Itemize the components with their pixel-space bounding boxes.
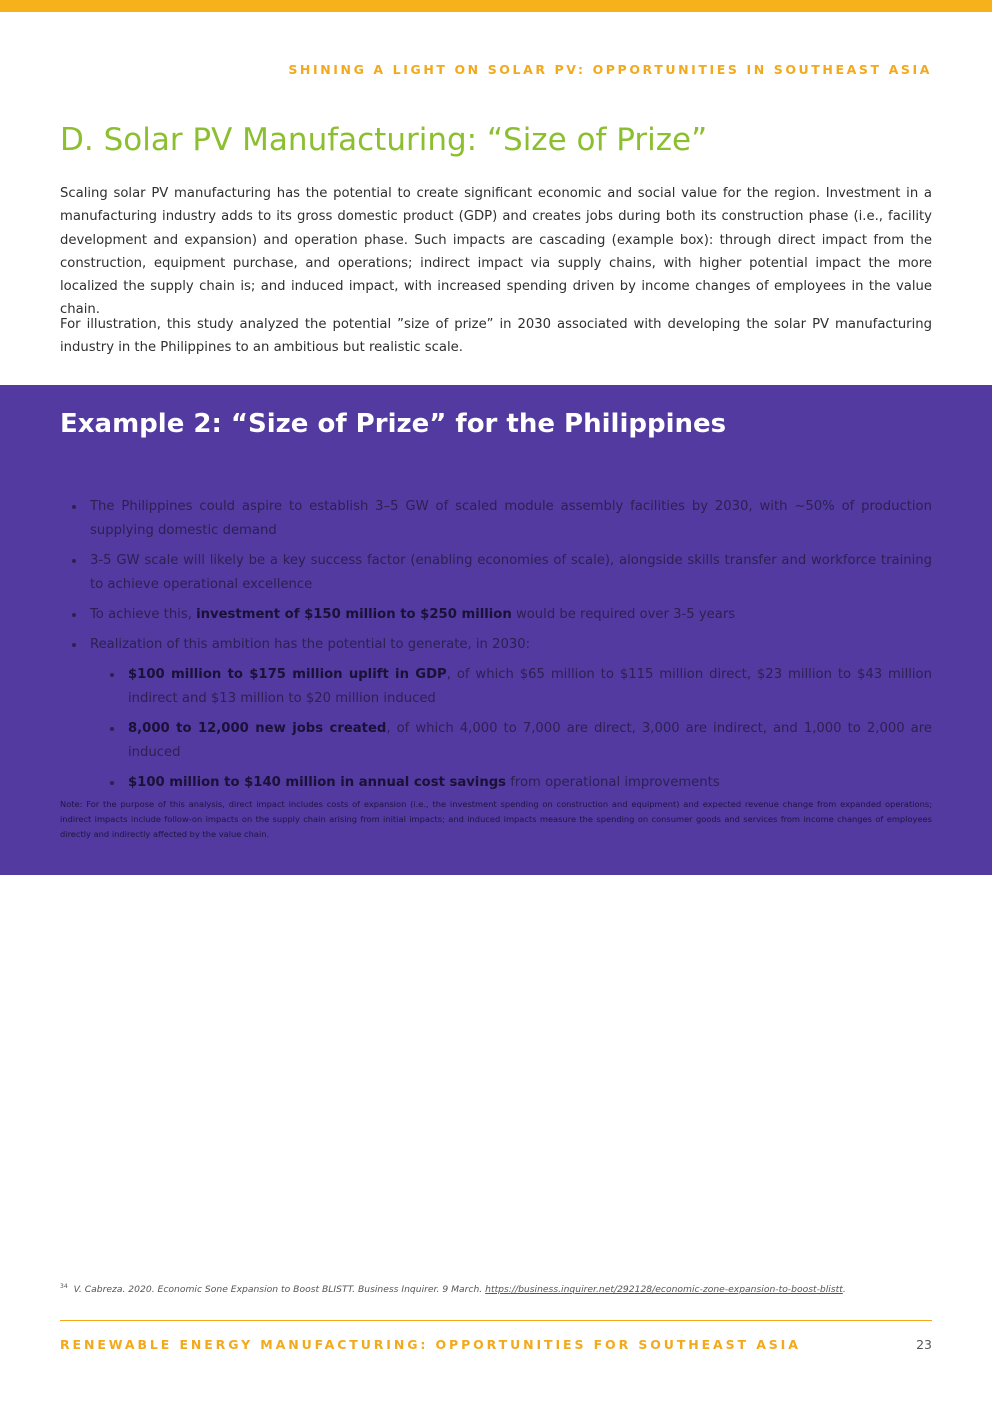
footnote — [60, 1283, 932, 1295]
example-note: Note: For the purpose of this analysis, direct impact includes costs of expansion (i.e., the investment spending on construction and equipment) and expected revenue change from expanded operations; indirect impacts include follow-on impacts on the supply chain arising from initial impacts; and induced impacts measure the spending on consumer goods and services from income changes of employees directly and indirectly affected by the value chain. — [60, 799, 932, 839]
sub-bullet-dot — [110, 727, 114, 731]
footer-title: RENEWABLE ENERGY MANUFACTURING: OPPORTUNITIES FOR SOUTHEAST ASIA — [60, 1337, 801, 1352]
sub-bullet-bold: $100 million to $175 million uplift in GDP — [128, 667, 447, 682]
bullet-text-trail: would be required over 3-5 years — [511, 607, 736, 622]
sub-bullet-text: , of which $65 million to $115 million direct, $23 million to $43 million indirect and $13 million to $20 million induced — [128, 667, 932, 706]
running-header: SHINING A LIGHT ON SOLAR PV: OPPORTUNITIES IN SOUTHEAST ASIA — [288, 62, 932, 77]
sub-bullet-text: from operational improvements — [506, 775, 720, 790]
sub-bullet-gdp — [90, 663, 932, 711]
bullet-item-1 — [60, 495, 932, 543]
top-accent-bar — [0, 0, 992, 12]
footnote-link[interactable]: https://business.inquirer.net/292128/economic-zone-expansion-to-boost-blistt — [485, 1284, 843, 1296]
footer-divider — [60, 1320, 932, 1321]
sub-bullet-bold: $100 million to $140 million in annual cost savings — [128, 775, 507, 790]
example-box — [0, 385, 992, 875]
bullet-list — [60, 495, 932, 801]
bullet-text: 3-5 GW scale will likely be a key success factor (enabling economies of scale), alongside skills transfer and workforce training to achieve operational excellence — [90, 553, 932, 592]
bullet-dot — [72, 643, 76, 647]
page-number: 23 — [916, 1337, 932, 1352]
bullet-text: Realization of this ambition has the potential to generate, in 2030: — [90, 637, 531, 652]
sub-bullet-list — [90, 663, 932, 795]
sub-bullet-savings — [90, 771, 932, 795]
bullet-dot — [72, 505, 76, 509]
bullet-dot — [72, 559, 76, 563]
body-paragraph-2: For illustration, this study analyzed the potential ”size of prize” in 2030 associated with developing the solar PV manufacturing industry in the Philippines to an ambitious but realistic scale. — [60, 317, 932, 356]
sub-bullet-text: , of which 4,000 to 7,000 are direct, 3,000 are indirect, and 1,000 to 2,000 are induced — [128, 721, 932, 760]
example-title: Example 2: “Size of Prize” for the Philippines — [60, 409, 727, 439]
bullet-text-bold: investment of $150 million to $250 million — [196, 607, 512, 622]
bullet-text-lead: To achieve this, — [90, 607, 197, 622]
sub-bullet-jobs — [90, 717, 932, 765]
footnote-text: V. Cabreza. 2020. Economic Sone Expansion to Boost BLISTT. Business Inquirer. 9 March. — [73, 1284, 486, 1296]
section-title: D. Solar PV Manufacturing: “Size of Prize” — [60, 122, 708, 158]
bullet-item-3 — [60, 603, 932, 627]
body-paragraph-1: Scaling solar PV manufacturing has the potential to create significant economic and social value for the region. Investment in a manufacturing industry adds to its gross domestic product (GDP) and creates jobs during both its construction phase (i.e., facility development and expansion) and operation phase. Such impacts are cascading (example box): through direct impact from the construction, equipment purchase, and operations; indirect impact via supply chains, with higher potential impact the more localized the supply chain is; and induced impact, with increased spending driven by income changes of employees in the value chain. — [60, 186, 932, 318]
footnote-trail: . — [842, 1284, 846, 1296]
footnote-number: 34 — [60, 1283, 68, 1290]
bullet-text: The Philippines could aspire to establish 3–5 GW of scaled module assembly facilities by 2030, with ~50% of production supplying domestic demand — [90, 499, 932, 538]
bullet-item-2 — [60, 549, 932, 597]
sub-bullet-bold: 8,000 to 12,000 new jobs created — [128, 721, 387, 736]
bullet-item-4 — [60, 633, 932, 795]
sub-bullet-dot — [110, 781, 114, 785]
sub-bullet-dot — [110, 673, 114, 677]
bullet-dot — [72, 613, 76, 617]
